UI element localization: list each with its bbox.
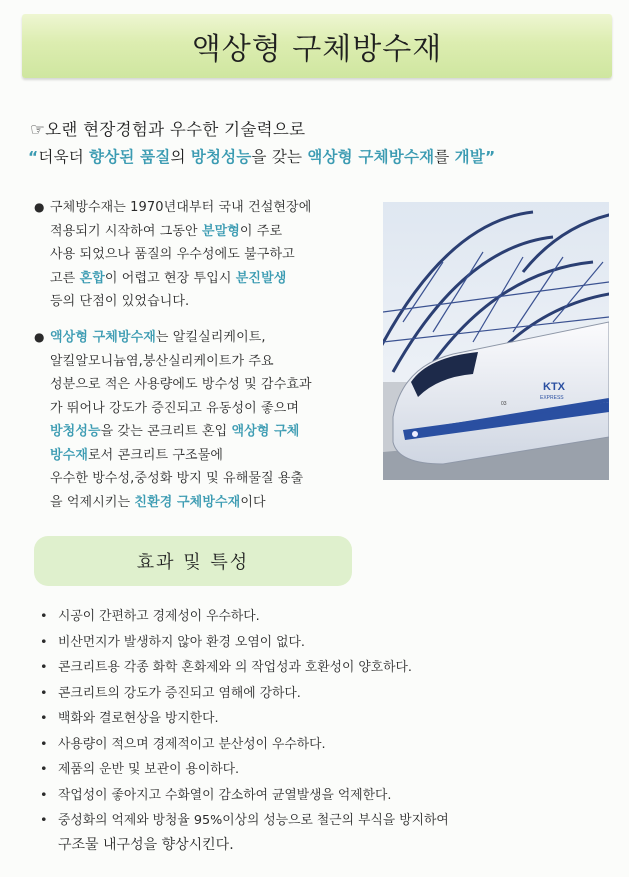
list-item <box>38 709 449 735</box>
list-item <box>38 735 449 761</box>
feature-text: 작업성이 좋아지고 수화열이 감소하여 균열발생을 억제한다. <box>58 787 392 803</box>
text: 적용되기 시작하여 그동안 <box>50 223 202 239</box>
paragraph-line <box>34 326 364 350</box>
feature-text: 콘크리트의 강도가 증진되고 염해에 강하다. <box>58 685 301 701</box>
feature-text: 콘크리트용 각종 화학 혼화제와 의 작업성과 호환성이 양호하다. <box>58 660 412 675</box>
paragraph-line: 가 뛰어나 강도가 증진되고 유동성이 좋으며 <box>50 400 300 416</box>
intro-text: 을 갖는 <box>251 148 308 166</box>
paragraph-line: 성분으로 적은 사용량에도 방수성 및 감수효과 <box>50 377 312 392</box>
highlight-dust: 분진발생 <box>235 270 287 286</box>
paragraph-line <box>34 444 364 468</box>
intro-text: 더욱더 <box>38 148 90 166</box>
highlight-quality: 향상된 품질 <box>89 148 171 166</box>
intro-text: 오랜 현장경험과 우수한 기술력으로 <box>45 120 306 139</box>
text: 고른 <box>50 270 80 286</box>
bullet-icon: ● <box>34 200 45 214</box>
bullet-icon: • <box>40 660 48 675</box>
train-logo-text: KTX <box>543 381 565 393</box>
bullet-icon: • <box>40 762 48 777</box>
train-station-photo <box>383 202 609 480</box>
paragraph-line <box>34 220 364 244</box>
text: 로서 콘크리트 구조물에 <box>87 447 224 463</box>
intro-line-1 <box>30 116 305 140</box>
list-item <box>38 786 449 812</box>
bullet-icon: • <box>40 736 48 752</box>
paragraph-product <box>34 326 364 514</box>
close-quote: ” <box>484 148 496 166</box>
title-banner <box>22 14 612 78</box>
highlight-eco: 친환경 구체방수재 <box>134 494 241 510</box>
highlight-anticorrosion: 방청성능 <box>50 424 101 439</box>
section-title: 효과 및 특성 <box>136 552 250 573</box>
feature-text: 제품의 운반 및 보관이 용이하다. <box>58 762 240 777</box>
highlight-development: 개발 <box>454 148 485 166</box>
text: 이 주로 <box>239 223 283 239</box>
page-title: 액상형 구체방수재 <box>191 32 443 67</box>
text: 을 억제시키는 <box>50 494 135 510</box>
bullet-icon: • <box>40 634 48 650</box>
train-car-number: 03 <box>501 401 507 407</box>
highlight-anticorrosion: 방청성능 <box>190 148 252 166</box>
paragraph-line <box>34 267 364 291</box>
highlight-product: 액상형 구체방수재 <box>307 148 435 166</box>
text: 을 갖는 콘크리트 혼입 <box>100 424 232 439</box>
intro-text: 를 <box>434 148 455 166</box>
paragraph-line: 알킬알모니늄염,붕산실리케이트가 주요 <box>50 353 274 369</box>
list-item <box>38 633 449 659</box>
highlight-powder: 분말형 <box>201 223 240 239</box>
list-item <box>38 811 449 855</box>
intro-text: 의 <box>170 148 191 166</box>
bullet-icon: • <box>40 711 48 726</box>
list-item <box>38 607 449 633</box>
pointing-hand-icon: ☞ <box>30 120 46 139</box>
feature-text: 비산먼지가 발생하지 않아 환경 오염이 없다. <box>58 634 305 650</box>
text: 는 알킬실리케이트, <box>155 330 266 345</box>
bullet-icon: • <box>40 685 48 701</box>
feature-text: 사용량이 적으며 경제적이고 분산성이 우수하다. <box>58 736 326 752</box>
features-list <box>38 607 449 855</box>
highlight-product: 액상형 구체방수재 <box>50 330 156 345</box>
highlight-product: 방수재 <box>50 447 88 463</box>
intro-line-2 <box>28 145 495 167</box>
paragraph-history <box>34 196 364 314</box>
list-item <box>38 658 449 684</box>
paragraph-line: 사용 되었으나 품질의 우수성에도 불구하고 <box>50 247 295 262</box>
feature-text-continued: 구조물 내구성을 향상시킨다. <box>58 837 234 853</box>
open-quote: “ <box>28 148 39 166</box>
feature-text: 중성화의 억제와 방청율 95%이상의 성능으로 철근의 부식을 방지하여 <box>58 813 449 828</box>
text: 이다 <box>240 494 266 510</box>
paragraph-line: 등의 단점이 있었습니다. <box>50 294 190 309</box>
highlight-product: 액상형 구체 <box>231 424 300 439</box>
bullet-icon: • <box>40 787 48 803</box>
paragraph-line <box>34 420 364 444</box>
list-item <box>38 684 449 710</box>
list-item <box>38 760 449 786</box>
train-logo-subtext: EXPRESS <box>540 395 564 401</box>
paragraph-line <box>34 491 364 515</box>
train-illustration <box>383 202 609 480</box>
paragraph-line: 구체방수재는 1970년대부터 국내 건설현장에 <box>50 200 312 215</box>
bullet-icon: ● <box>34 330 45 344</box>
paragraph-line: 우수한 방수성,중성화 방지 및 유해물질 용출 <box>50 471 304 486</box>
highlight-mixing: 혼합 <box>79 270 105 286</box>
section-heading-effects <box>34 536 352 586</box>
bullet-icon: • <box>40 813 48 828</box>
feature-text: 백화와 결로현상을 방지한다. <box>58 711 219 726</box>
text: 이 어렵고 현장 투입시 <box>104 270 236 286</box>
bullet-icon: • <box>40 609 48 624</box>
feature-text: 시공이 간편하고 경제성이 우수하다. <box>58 609 260 624</box>
